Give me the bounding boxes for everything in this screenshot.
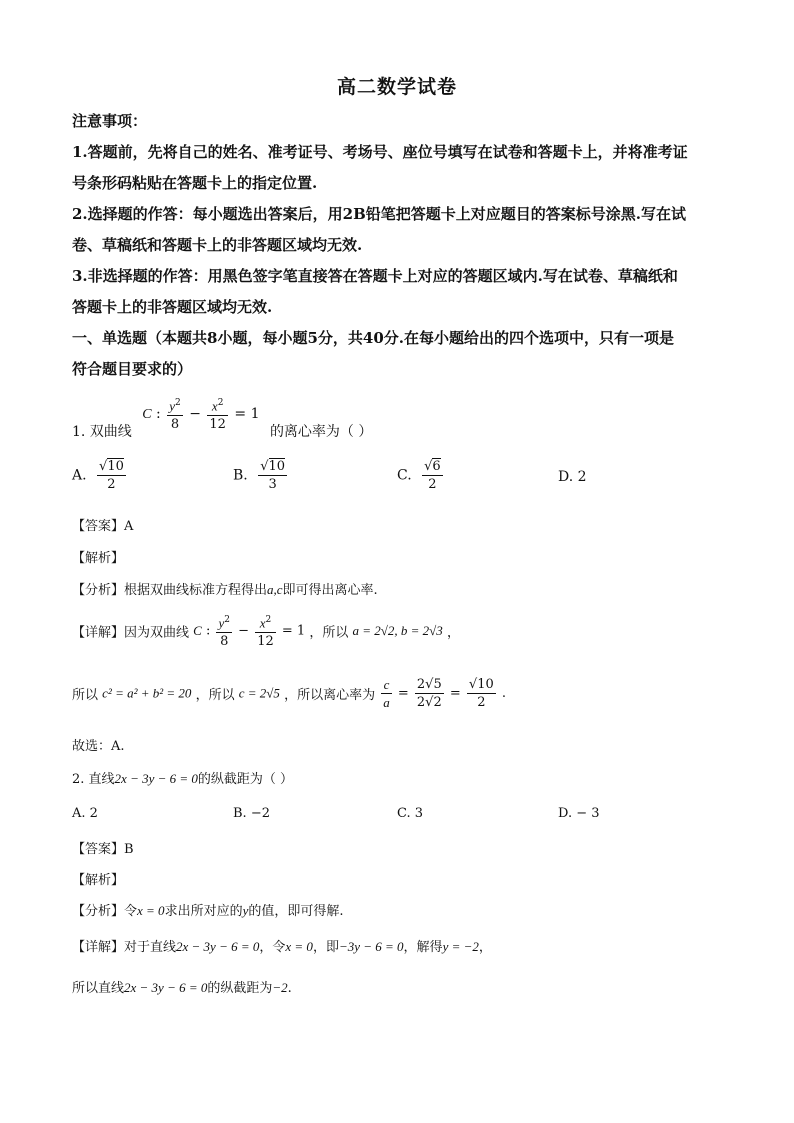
q2-option-b: B. −2 (233, 806, 270, 821)
q1-option-a-den: 2 (107, 477, 116, 492)
q1-stem (72, 395, 373, 440)
q1-num-x: x (211, 398, 218, 414)
notice-item1-line2: 号条形码粘贴在答题卡上的指定位置. (72, 174, 318, 192)
q1-detail-end: ， (446, 625, 460, 641)
q1-eq-rhs: = 1 (234, 406, 260, 423)
q1-den-8: 8 (170, 417, 180, 433)
q1-frac-c: c (381, 676, 392, 694)
q1-frac-r10: √10 (468, 677, 494, 692)
q2-conclude-eq: 2x − 3y − 6 = 0 (124, 980, 208, 995)
q2-fenxi-mid: 求出所对应的 (164, 904, 243, 919)
q1-frac-2r2: 2√2 (416, 695, 442, 710)
q2-fenxi-eq: x = 0 (137, 903, 165, 918)
q1-fenxi (72, 579, 378, 598)
q1-detail-mid: ，所以 (309, 625, 349, 641)
q1-prefix: 1. 双曲线 (72, 424, 132, 440)
notice-item2-line1: 2.选择题的作答：每小题选出答案后，用2B铅笔把答题卡上对应题目的答案标号涂黑.写在试 (72, 205, 687, 223)
q1-frac-2r5: 2√5 (416, 677, 442, 692)
q1-fenxi-text: 【分析】根据双曲线标准方程得出 (72, 583, 268, 598)
q1-line2-mid2: ，所以离心率为 (284, 688, 376, 703)
q1-option-a-root: 10 (107, 459, 124, 474)
q1-conclude: 故选：A. (72, 739, 125, 754)
notice-heading: 注意事项： (72, 112, 148, 130)
q2-conclude-end: . (287, 981, 292, 996)
q2-option-d: D. − 3 (558, 806, 600, 821)
q2-stem-eq: 2x − 3y − 6 = 0 (114, 771, 198, 786)
q2-conclude-prefix: 所以直线 (72, 981, 125, 996)
q2-detail (72, 936, 492, 955)
q1-fenxi-tail: 即可得出离心率. (282, 583, 378, 598)
q2-detail-eq3: −3y − 6 = 0 (338, 939, 404, 954)
q2-detail-mid2: ，即 (312, 940, 339, 955)
q2-analysis-head: 【解析】 (72, 873, 125, 888)
q2-detail-end: ， (478, 940, 492, 955)
notice-item2-line2: 卷、草稿纸和答题卡上的非答题区域均无效. (72, 236, 363, 254)
notice-item3-line2: 答题卡上的非答题区域均无效. (72, 298, 273, 316)
q1-option-b: B. $\frac{√10}{3}$ (233, 459, 286, 492)
q2-conclude-mid: 的纵截距为 (207, 981, 273, 996)
q2-detail-prefix: 【详解】对于直线 (72, 940, 177, 955)
q1-den-12: 12 (209, 417, 226, 433)
q1-option-b-label: B. (233, 467, 248, 484)
q1-option-c-den: 2 (428, 477, 437, 492)
q2-detail-eq2: x = 0 (285, 939, 313, 954)
q2-fenxi (72, 900, 344, 919)
q2-option-c: C. 3 (397, 806, 424, 821)
q2-option-a: A. 2 (72, 806, 98, 821)
q1-frac-a: a (383, 695, 390, 710)
q1-option-b-den: 3 (268, 477, 277, 492)
q1-option-a-label: A. (72, 467, 87, 484)
q2-answer: 【答案】B (72, 842, 134, 857)
q1-equation: C : $\frac{y^2}{8}$ − $\frac{x^2}{12}$ = 1 (142, 395, 259, 433)
q2-detail-mid3: ，解得 (403, 940, 443, 955)
q1-line2-prefix: 所以 (72, 688, 99, 703)
q2-fenxi-y: y (242, 903, 249, 918)
q2-detail-eq1: 2x − 3y − 6 = 0 (176, 939, 260, 954)
q1-line2-eq: c² = a² + b² = 20 (102, 685, 192, 701)
q1-analysis-head: 【解析】 (72, 551, 125, 566)
q1-eq-c: C (142, 407, 152, 423)
q1-option-c-root: 6 (432, 459, 441, 474)
q1-option-c-label: C. (397, 467, 412, 484)
q2-conclude-val: −2 (272, 980, 288, 995)
q1-answer: 【答案】A (72, 519, 134, 534)
q2-detail-mid1: ，令 (259, 940, 286, 955)
q1-option-a: A. $\frac{√10}{2}$ (72, 459, 124, 492)
q1-frac-y: $\frac{y^2}{8}$ (167, 395, 183, 433)
q1-num-y: y (169, 398, 176, 414)
q2-detail-eq4: y = −2 (442, 939, 479, 954)
q1-detail-prefix: 【详解】因为双曲线 (72, 625, 190, 641)
q1-option-b-root: 10 (268, 459, 286, 474)
q1-line2-mid: ，所以 (195, 688, 235, 703)
section1-header-line2: 符合题目要求的） (72, 360, 193, 378)
q2-stem (72, 768, 293, 787)
q1-fenxi-vars: a,c (267, 582, 283, 597)
q1-option-d: D. 2 (558, 469, 587, 485)
section1-header-line1: 一、单选题（本题共8小题，每小题5分，共40分.在每小题给出的四个选项中，只有一项是 (72, 329, 674, 347)
q1-line2-c: c = 2√5 (238, 685, 280, 701)
q1-suffix: 的离心率为（ ） (269, 424, 373, 440)
q2-stem-prefix: 2. 直线 (72, 772, 115, 787)
q2-fenxi-prefix: 【分析】令 (72, 904, 138, 919)
q2-conclude (72, 977, 292, 996)
q2-stem-suffix: 的纵截距为（ ） (197, 772, 294, 787)
q1-detail-ab: a = 2√2, b = 2√3 (352, 623, 443, 639)
q1-frac-2: 2 (477, 695, 486, 710)
q1-detail-line1: 【详解】因为双曲线 C : $\frac{y^2}{8}$ − $\frac{x^2}{12}$ = 1 ，所以 a = 2√2, b = 2√3 ， (72, 612, 460, 650)
notice-item1-line1: 1.答题前，先将自己的姓名、准考证号、考场号、座位号填写在试卷和答题卡上，并将准考证 (72, 143, 688, 161)
q1-frac-x: $\frac{x^2}{12}$ (207, 395, 228, 433)
notice-item3-line1: 3.非选择题的作答：用黑色签字笔直接答在答题卡上对应的答题区域内.写在试卷、草稿纸和 (72, 267, 678, 285)
q2-fenxi-tail: 的值，即可得解. (248, 904, 344, 919)
page-title: 高二数学试卷 (336, 76, 457, 98)
q1-detail-line2: 所以 c² = a² + b² = 20 ，所以 c = 2√5 ，所以离心率为 $\frac{c}{a}$ = $\frac{2√5}{2√2}$ = $\frac{√10}{2}$ . (72, 677, 507, 710)
q1-option-c: C. $\frac{√6}{2}$ (397, 459, 441, 492)
